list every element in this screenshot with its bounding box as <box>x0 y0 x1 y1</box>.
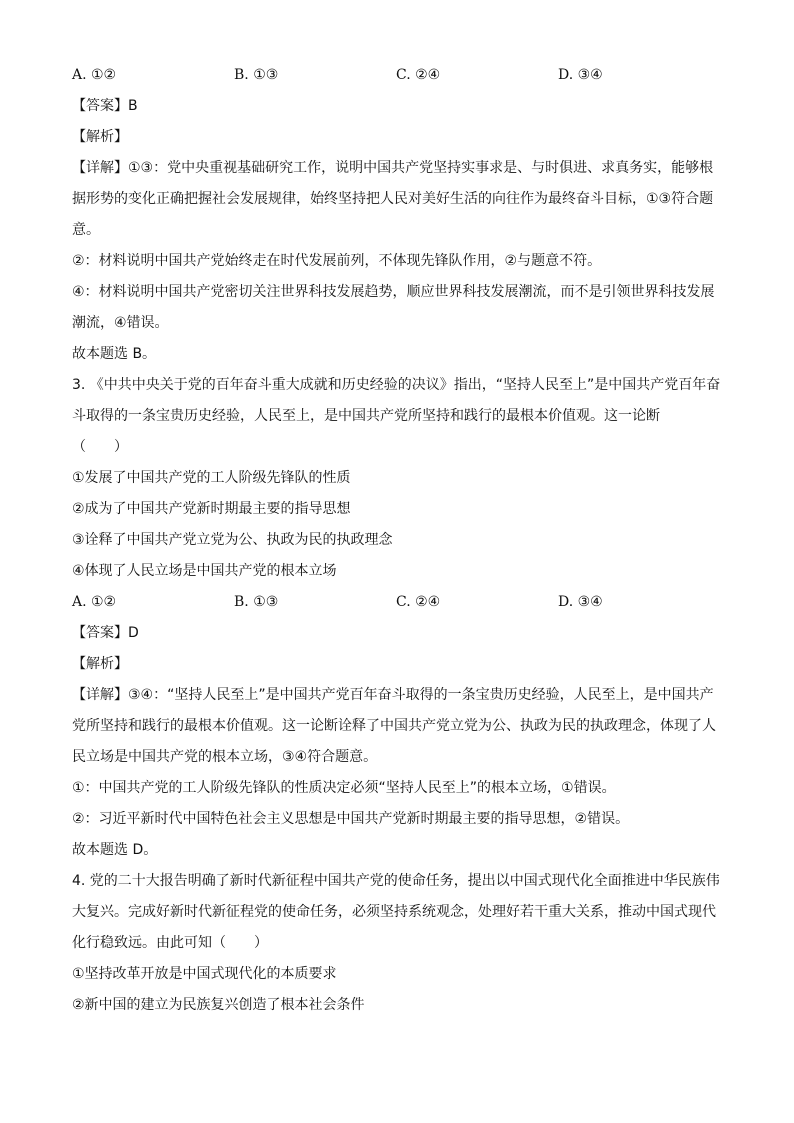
q3-answer: 【答案】D <box>72 625 139 641</box>
q4-item-1: ①坚持改革开放是中国式现代化的本质要求 <box>72 966 337 982</box>
q3-stem: 3. 《中共中央关于党的百年奋斗重大成就和历史经验的决议》指出，“坚持人民至上”是中国共产党百年奋斗取得的一条宝贵历史经验，人民至上，是中国共产党所坚持和践行的最根本价值观。这一论断 <box>72 377 721 424</box>
q4-stem: 4. 党的二十大报告明确了新时代新征程中国共产党的使命任务，提出以中国式现代化全面推进中华民族伟大复兴。完成好新时代新征程党的使命任务，必须坚持系统观念，处理好若干重大关系，推动中国式现代化行稳致远。由此可知（ ） <box>72 873 720 951</box>
q3-options <box>72 587 724 618</box>
q2-answer: 【答案】B <box>72 98 138 114</box>
q3-bracket: （ ） <box>72 439 128 455</box>
document-page <box>72 60 724 1021</box>
q2-options <box>72 60 724 91</box>
q3-detail-paragraph-2: ①：中国共产党的工人阶级先锋队的性质决定必须“坚持人民至上”的根本立场，①错误。 <box>72 780 616 796</box>
q2-option-d: D. ③④ <box>558 67 603 83</box>
q3-item-4: ④体现了人民立场是中国共产党的根本立场 <box>72 563 337 579</box>
q2-detail-paragraph-1: 【详解】①③：党中央重视基础研究工作，说明中国共产党坚持实事求是、与时俱进、求真务实，能够根据形势的变化正确把握社会发展规律，始终坚持把人民对美好生活的向往作为最终奋斗目标，①③符合题意。 <box>72 160 714 238</box>
q3-detail-paragraph-1: 【详解】③④：“坚持人民至上”是中国共产党百年奋斗取得的一条宝贵历史经验，人民至上，是中国共产党所坚持和践行的最根本价值观。这一论断诠释了中国共产党立党为公、执政为民的执政理念，体现了人民立场是中国共产党的根本立场，③④符合题意。 <box>72 687 716 765</box>
q2-option-b: B. ①③ <box>234 67 279 83</box>
q2-analysis-label: 【解析】 <box>72 129 128 145</box>
q3-analysis-label: 【解析】 <box>72 656 128 672</box>
q3-option-a: A. ①② <box>72 594 117 610</box>
q3-detail-paragraph-3: ②：习近平新时代中国特色社会主义思想是中国共产党新时期最主要的指导思想，②错误。 <box>72 811 630 827</box>
q3-item-2: ②成为了中国共产党新时期最主要的指导思想 <box>72 501 351 517</box>
q3-item-1: ①发展了中国共产党的工人阶级先锋队的性质 <box>72 470 351 486</box>
q2-option-c: C. ②④ <box>396 67 441 83</box>
q4-item-2: ②新中国的建立为民族复兴创造了根本社会条件 <box>72 997 365 1013</box>
q2-option-a: A. ①② <box>72 67 117 83</box>
q2-conclusion: 故本题选 B。 <box>72 346 157 362</box>
q3-item-3: ③诠释了中国共产党立党为公、执政为民的执政理念 <box>72 532 393 548</box>
q3-conclusion: 故本题选 D。 <box>72 842 158 858</box>
q2-detail-paragraph-2: ②：材料说明中国共产党始终走在时代发展前列，不体现先锋队作用，②与题意不符。 <box>72 253 602 269</box>
q3-option-c: C. ②④ <box>396 594 441 610</box>
q2-detail-paragraph-3: ④：材料说明中国共产党密切关注世界科技发展趋势，顺应世界科技发展潮流，而不是引领世界科技发展潮流，④错误。 <box>72 284 715 331</box>
q3-option-b: B. ①③ <box>234 594 279 610</box>
q3-option-d: D. ③④ <box>558 594 603 610</box>
